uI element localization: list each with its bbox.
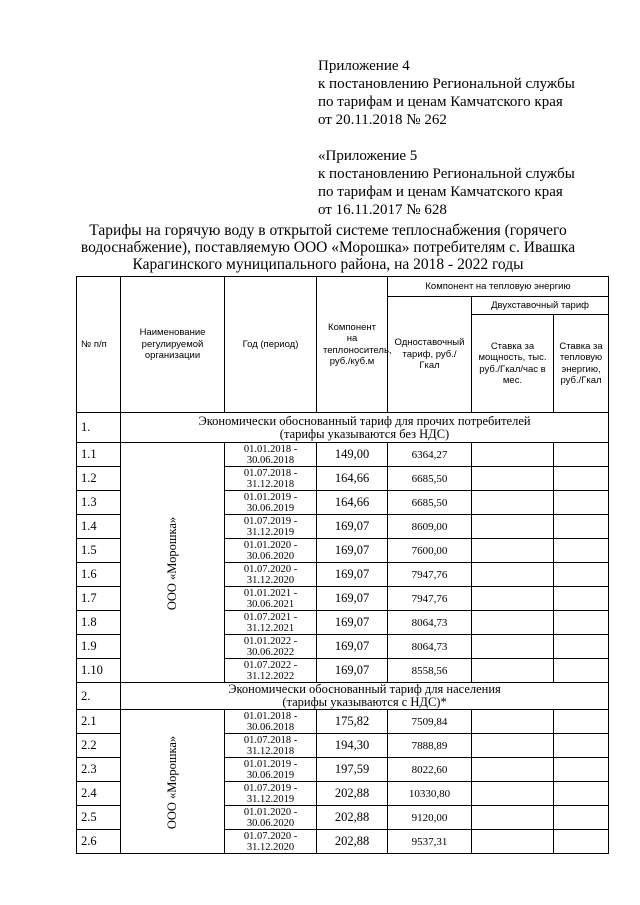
single-rate-value: 7600,00 xyxy=(388,539,472,563)
power-rate-value xyxy=(472,758,554,782)
period-end: 30.06.2018 xyxy=(246,721,295,733)
header-org: Наименование регулируемой организации xyxy=(121,277,225,413)
period-end: 31.12.2019 xyxy=(246,793,295,805)
energy-rate-value xyxy=(554,491,609,515)
power-rate-value xyxy=(472,539,554,563)
carrier-value: 169,07 xyxy=(317,659,388,683)
energy-rate-value xyxy=(554,515,609,539)
power-rate-value xyxy=(472,635,554,659)
row-num: 1.2 xyxy=(77,467,121,491)
single-rate-value: 8609,00 xyxy=(388,515,472,539)
energy-rate-value xyxy=(554,443,609,467)
row-num: 1.7 xyxy=(77,587,121,611)
period-end: 31.12.2020 xyxy=(246,574,295,586)
table-row xyxy=(77,443,609,467)
carrier-value: 202,88 xyxy=(317,782,388,806)
period-cell xyxy=(225,587,317,611)
appendix-line: от 20.11.2018 № 262 xyxy=(318,112,447,128)
period-end: 30.06.2021 xyxy=(246,598,295,610)
period-start: 01.07.2021 - xyxy=(243,611,298,623)
single-rate-value: 9537,31 xyxy=(388,830,472,854)
header-num: № п/п xyxy=(77,277,121,413)
carrier-value: 197,59 xyxy=(317,758,388,782)
section-num: 1. xyxy=(77,413,121,443)
single-rate-value: 8022,60 xyxy=(388,758,472,782)
energy-rate-value xyxy=(554,587,609,611)
org-name: ООО «Морошка» xyxy=(164,516,179,610)
table-row xyxy=(77,710,609,734)
row-num: 1.3 xyxy=(77,491,121,515)
carrier-value: 202,88 xyxy=(317,806,388,830)
period-end: 31.12.2019 xyxy=(246,526,295,538)
power-rate-value xyxy=(472,734,554,758)
period-cell xyxy=(225,635,317,659)
energy-rate-value xyxy=(554,734,609,758)
energy-rate-value xyxy=(554,635,609,659)
appendix-line: по тарифам и ценам Камчатского края xyxy=(318,94,563,110)
period-end: 30.06.2019 xyxy=(246,502,295,514)
period-end: 30.06.2019 xyxy=(246,769,295,781)
row-num: 2.5 xyxy=(77,806,121,830)
period-start: 01.07.2018 - xyxy=(243,467,298,479)
period-start: 01.07.2019 - xyxy=(243,782,298,794)
period-start: 01.07.2020 - xyxy=(243,563,298,575)
energy-rate-value xyxy=(554,611,609,635)
section-title-line: (тарифы указываются без НДС) xyxy=(279,426,450,441)
period-start: 01.07.2020 - xyxy=(243,830,298,842)
period-cell xyxy=(225,443,317,467)
period-end: 30.06.2022 xyxy=(246,646,295,658)
header-energy-rate: Ставка за тепловую энергию, руб./Гкал xyxy=(554,315,609,413)
header-single-rate: Одноставочный тариф, руб./Гкал xyxy=(388,297,472,413)
single-rate-value: 10330,80 xyxy=(388,782,472,806)
period-start: 01.07.2019 - xyxy=(243,515,298,527)
row-num: 1.6 xyxy=(77,563,121,587)
period-cell xyxy=(225,710,317,734)
power-rate-value xyxy=(472,806,554,830)
section-title xyxy=(121,413,609,443)
carrier-value: 194,30 xyxy=(317,734,388,758)
section-num: 2. xyxy=(77,683,121,710)
period-cell xyxy=(225,659,317,683)
org-name-cell xyxy=(121,710,225,854)
power-rate-value xyxy=(472,491,554,515)
period-start: 01.01.2020 - xyxy=(243,806,298,818)
carrier-value: 175,82 xyxy=(317,710,388,734)
single-rate-value: 8064,73 xyxy=(388,611,472,635)
single-rate-value: 7947,76 xyxy=(388,563,472,587)
period-start: 01.01.2019 - xyxy=(243,758,298,770)
appendix-line: «Приложение 5 xyxy=(318,148,418,164)
appendix-line: к постановлению Региональной службы xyxy=(318,166,575,182)
single-rate-value: 9120,00 xyxy=(388,806,472,830)
single-rate-value: 6364,27 xyxy=(388,443,472,467)
row-num: 1.1 xyxy=(77,443,121,467)
carrier-value: 202,88 xyxy=(317,830,388,854)
energy-rate-value xyxy=(554,782,609,806)
row-num: 2.3 xyxy=(77,758,121,782)
header-row xyxy=(77,277,609,297)
period-start: 01.01.2022 - xyxy=(243,635,298,647)
energy-rate-value xyxy=(554,806,609,830)
period-cell xyxy=(225,734,317,758)
power-rate-value xyxy=(472,587,554,611)
single-rate-value: 6685,50 xyxy=(388,491,472,515)
single-rate-value: 6685,50 xyxy=(388,467,472,491)
appendix-header-previous xyxy=(318,147,575,219)
appendix-line: от 16.11.2017 № 628 xyxy=(318,202,447,218)
carrier-value: 169,07 xyxy=(317,515,388,539)
period-end: 30.06.2020 xyxy=(246,817,295,829)
carrier-value: 169,07 xyxy=(317,611,388,635)
period-start: 01.07.2022 - xyxy=(243,659,298,671)
energy-rate-value xyxy=(554,539,609,563)
header-period: Год (период) xyxy=(225,277,317,413)
section-row xyxy=(77,683,609,710)
period-start: 01.01.2018 - xyxy=(243,710,298,722)
title-line: водоснабжение), поставляемую ООО «Морошка» потребителям с. Ивашка xyxy=(80,239,576,256)
energy-rate-value xyxy=(554,659,609,683)
section-title-line: (тарифы указываются с НДС)* xyxy=(282,695,447,709)
energy-rate-value xyxy=(554,563,609,587)
appendix-line: Приложение 4 xyxy=(318,58,410,74)
period-end: 31.12.2022 xyxy=(246,670,295,682)
carrier-value: 169,07 xyxy=(317,539,388,563)
period-cell xyxy=(225,806,317,830)
period-start: 01.01.2021 - xyxy=(243,587,298,599)
single-rate-value: 7509,84 xyxy=(388,710,472,734)
row-num: 1.10 xyxy=(77,659,121,683)
energy-rate-value xyxy=(554,710,609,734)
row-num: 1.5 xyxy=(77,539,121,563)
header-carrier: Компонент на теплоноситель, руб./куб.м xyxy=(317,277,388,413)
row-num: 2.4 xyxy=(77,782,121,806)
single-rate-value: 7947,76 xyxy=(388,587,472,611)
energy-rate-value xyxy=(554,758,609,782)
period-start: 01.01.2020 - xyxy=(243,539,298,551)
period-end: 31.12.2018 xyxy=(246,745,295,757)
period-start: 01.01.2019 - xyxy=(243,491,298,503)
header-two-rate: Двухставочный тариф xyxy=(472,297,609,315)
carrier-value: 149,00 xyxy=(317,443,388,467)
section-row xyxy=(77,413,609,443)
carrier-value: 169,07 xyxy=(317,563,388,587)
power-rate-value xyxy=(472,467,554,491)
period-end: 30.06.2018 xyxy=(246,454,295,466)
period-cell xyxy=(225,539,317,563)
section-title-line: Экономически обоснованный тариф для прочих потребителей xyxy=(198,413,531,428)
power-rate-value xyxy=(472,515,554,539)
period-start: 01.07.2018 - xyxy=(243,734,298,746)
period-end: 30.06.2020 xyxy=(246,550,295,562)
appendix-header-current xyxy=(318,57,575,129)
power-rate-value xyxy=(472,611,554,635)
period-cell xyxy=(225,515,317,539)
row-num: 1.9 xyxy=(77,635,121,659)
power-rate-value xyxy=(472,563,554,587)
row-num: 2.2 xyxy=(77,734,121,758)
power-rate-value xyxy=(472,830,554,854)
period-cell xyxy=(225,563,317,587)
title-line: Карагинского муниципального района, на 2018 - 2022 годы xyxy=(132,256,524,273)
carrier-value: 169,07 xyxy=(317,635,388,659)
appendix-line: к постановлению Региональной службы xyxy=(318,76,575,92)
period-cell xyxy=(225,491,317,515)
period-end: 31.12.2018 xyxy=(246,478,295,490)
power-rate-value xyxy=(472,443,554,467)
period-cell xyxy=(225,758,317,782)
carrier-value: 164,66 xyxy=(317,467,388,491)
row-num: 1.8 xyxy=(77,611,121,635)
energy-rate-value xyxy=(554,830,609,854)
period-cell xyxy=(225,467,317,491)
org-name: ООО «Морошка» xyxy=(164,735,179,829)
row-num: 2.6 xyxy=(77,830,121,854)
period-cell xyxy=(225,830,317,854)
power-rate-value xyxy=(472,659,554,683)
power-rate-value xyxy=(472,782,554,806)
row-num: 2.1 xyxy=(77,710,121,734)
period-cell xyxy=(225,611,317,635)
section-title-line: Экономически обоснованный тариф для населения xyxy=(228,682,501,696)
appendix-line: по тарифам и ценам Камчатского края xyxy=(318,184,563,200)
title-line: Тарифы на горячую воду в открытой системе теплоснабжения (горячего xyxy=(89,222,567,239)
period-end: 31.12.2021 xyxy=(246,622,295,634)
single-rate-value: 8558,56 xyxy=(388,659,472,683)
period-end: 31.12.2020 xyxy=(246,841,295,853)
carrier-value: 169,07 xyxy=(317,587,388,611)
document-title xyxy=(78,222,578,273)
power-rate-value xyxy=(472,710,554,734)
header-energy: Компонент на тепловую энергию xyxy=(388,277,609,297)
section-title xyxy=(121,683,609,710)
single-rate-value: 8064,73 xyxy=(388,635,472,659)
energy-rate-value xyxy=(554,467,609,491)
period-start: 01.01.2018 - xyxy=(243,443,298,455)
org-name-cell xyxy=(121,443,225,683)
row-num: 1.4 xyxy=(77,515,121,539)
carrier-value: 164,66 xyxy=(317,491,388,515)
tariff-table xyxy=(76,276,609,854)
period-cell xyxy=(225,782,317,806)
single-rate-value: 7888,89 xyxy=(388,734,472,758)
header-power-rate: Ставка за мощность, тыс. руб./Гкал/час в мес. xyxy=(472,315,554,413)
